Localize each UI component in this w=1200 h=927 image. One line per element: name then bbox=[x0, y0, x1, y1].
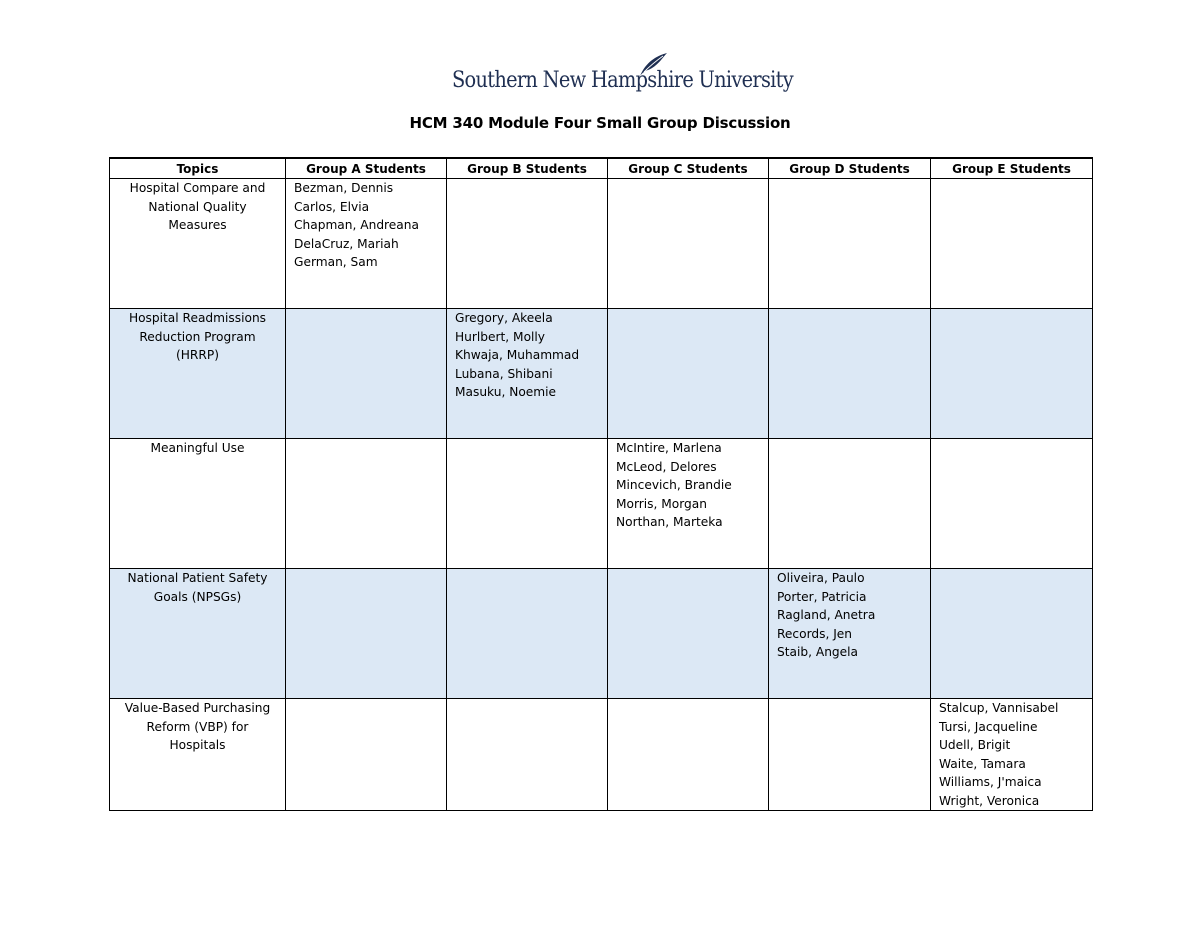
student-name: Northan, Marteka bbox=[616, 515, 723, 529]
column-header-topics: Topics bbox=[110, 158, 286, 179]
group-cell bbox=[286, 309, 447, 439]
group-cell bbox=[608, 699, 769, 811]
student-name: Stalcup, Vannisabel bbox=[939, 701, 1059, 715]
student-name: Morris, Morgan bbox=[616, 496, 707, 511]
student-name: DelaCruz, Mariah bbox=[294, 236, 399, 251]
group-cell bbox=[931, 569, 1093, 699]
document-title: HCM 340 Module Four Small Group Discussion bbox=[409, 114, 791, 132]
student-name: McLeod, Delores bbox=[616, 459, 717, 474]
student-name: Porter, Patricia bbox=[777, 589, 867, 604]
column-header-group-e: Group E Students bbox=[931, 158, 1093, 179]
group-cell bbox=[769, 699, 931, 811]
group-cell bbox=[608, 179, 769, 309]
student-name: Hurlbert, Molly bbox=[455, 329, 546, 344]
student-name: Chapman, Andreana bbox=[294, 218, 419, 232]
topic-cell: Value-Based Purchasing Reform (VBP) for Hospitals bbox=[110, 699, 286, 811]
group-cell bbox=[447, 569, 608, 699]
group-cell bbox=[608, 439, 769, 569]
student-name: Records, Jen bbox=[777, 626, 853, 641]
topic-cell: Hospital Compare and National Quality Measures bbox=[110, 179, 286, 309]
topic-cell: National Patient Safety Goals (NPSGs) bbox=[110, 569, 286, 699]
student-name: Gregory, Akeela bbox=[455, 311, 553, 325]
table-header-row bbox=[110, 158, 1093, 179]
table-row bbox=[110, 439, 1093, 569]
student-name: Lubana, Shibani bbox=[455, 366, 553, 381]
group-assignment-table bbox=[109, 157, 1093, 811]
group-cell bbox=[769, 569, 931, 699]
group-cell bbox=[447, 179, 608, 309]
student-name: McIntire, Marlena bbox=[616, 441, 722, 455]
university-logo bbox=[452, 52, 793, 102]
student-name: Carlos, Elvia bbox=[294, 199, 370, 214]
student-name: Udell, Brigit bbox=[939, 738, 1011, 752]
table-row bbox=[110, 699, 1093, 811]
student-name: Khwaja, Muhammad bbox=[455, 348, 580, 362]
topic-cell: Hospital Readmissions Reduction Program (HRRP) bbox=[110, 309, 286, 439]
group-cell bbox=[447, 439, 608, 569]
topic-cell: Meaningful Use bbox=[110, 439, 286, 569]
group-cell bbox=[931, 179, 1093, 309]
student-name: Masuku, Noemie bbox=[455, 385, 557, 399]
table-row bbox=[110, 569, 1093, 699]
student-name: Ragland, Anetra bbox=[777, 608, 876, 622]
group-cell bbox=[447, 699, 608, 811]
group-cell bbox=[931, 439, 1093, 569]
group-cell bbox=[286, 569, 447, 699]
group-cell bbox=[769, 179, 931, 309]
group-cell bbox=[286, 179, 447, 309]
student-name: Bezman, Dennis bbox=[294, 181, 394, 195]
student-name: Williams, J'maica bbox=[939, 775, 1042, 789]
column-header-group-c: Group C Students bbox=[608, 158, 769, 179]
group-cell bbox=[769, 439, 931, 569]
table-row bbox=[110, 179, 1093, 309]
column-header-group-b: Group B Students bbox=[447, 158, 608, 179]
group-cell bbox=[931, 699, 1093, 811]
column-header-group-a: Group A Students bbox=[286, 158, 447, 179]
student-name: Tursi, Jacqueline bbox=[939, 719, 1038, 734]
student-name: German, Sam bbox=[294, 255, 378, 269]
student-name: Staib, Angela bbox=[777, 645, 859, 659]
group-cell bbox=[931, 309, 1093, 439]
student-name: Waite, Tamara bbox=[939, 756, 1026, 771]
table-body bbox=[110, 179, 1093, 811]
student-name: Oliveira, Paulo bbox=[777, 571, 865, 585]
table-row bbox=[110, 309, 1093, 439]
group-cell bbox=[447, 309, 608, 439]
group-cell bbox=[608, 309, 769, 439]
group-cell bbox=[608, 569, 769, 699]
student-name: Wright, Veronica bbox=[939, 793, 1040, 808]
group-cell bbox=[769, 309, 931, 439]
logo-wordmark: Southern New Hampshire University bbox=[452, 68, 793, 93]
group-cell bbox=[286, 439, 447, 569]
student-name: Mincevich, Brandie bbox=[616, 478, 732, 492]
group-cell bbox=[286, 699, 447, 811]
column-header-group-d: Group D Students bbox=[769, 158, 931, 179]
